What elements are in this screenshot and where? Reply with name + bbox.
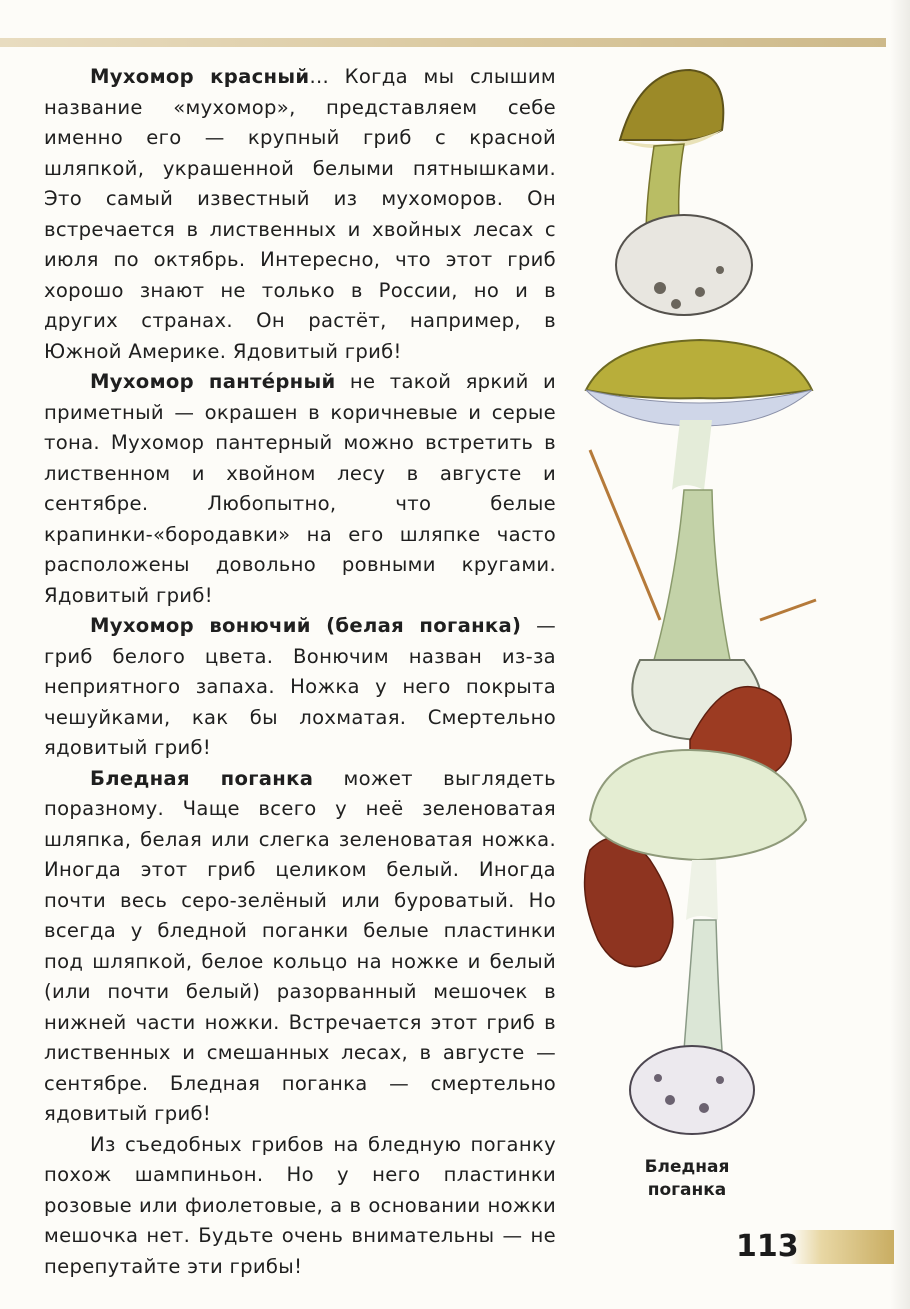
caption-line: Бледная xyxy=(644,1157,730,1177)
paragraph-panther-amanita xyxy=(44,367,556,611)
illustration-caption xyxy=(612,1156,762,1202)
term-death-cap: Бледная поганка xyxy=(90,766,314,790)
mushroom-illustration xyxy=(580,60,820,1150)
page-number-band xyxy=(790,1230,894,1264)
paragraph-text: ... Когда мы слышим название «мухомор», представляем себе именно его — крупный гриб с красной шляпкой, украшенной белыми пятнышками. Это самый известный из мухоморов. Он встречается в лиственных и хвойных лесах с июля по октябрь. Интересно, что этот гриб хорошо знают не только в России, но и в других странах. Он растёт, например, в Южной Америке. Ядовитый гриб! xyxy=(44,65,556,363)
paragraph-text: может выглядеть поразному. Чаще всего у неё зеленоватая шляпка, белая или слегка зеленоватая ножка. Иногда этот гриб целиком белый. Иногда почти весь серо-зелёный или буроватый. Но всегда у бледной поганки белые пластинки под шляпкой, белое кольцо на ножке и белый (или почти белый) разорванный мешочек в нижней части ножки. Встречается этот гриб в лиственных и смешанных лесах, в августе — сентябре. Бледная поганка — смертельно ядовитый гриб! xyxy=(44,766,556,1125)
term-stinking-amanita: Мухомор вонючий (белая поганка) xyxy=(90,614,522,637)
paragraph-stinking-amanita xyxy=(44,611,556,764)
paragraph-champignon xyxy=(44,1130,556,1283)
page-edge xyxy=(890,0,910,1309)
paragraph-death-cap xyxy=(44,764,556,1130)
term-panther-amanita: Мухомор пантéрный xyxy=(90,370,336,393)
paragraph-text: Из съедобных грибов на бледную поганку похож шампиньон. Но у него пластинки розовые или фиолетовые, а в основании ножки мешочка нет. Будьте очень внимательны — не перепутайте эти грибы! xyxy=(44,1132,556,1278)
paragraph-text: — гриб белого цвета. Вонючим назван из-за неприятного запаха. Ножка у него покрыта чешуйками, как бы лохматая. Смертельно ядовитый гриб! xyxy=(44,614,556,759)
young-mushroom-icon xyxy=(616,70,752,315)
caption-line: поганка xyxy=(647,1180,727,1200)
top-rule xyxy=(0,38,886,47)
term-red-amanita: Мухомор красный xyxy=(90,65,310,88)
paragraph-red-amanita xyxy=(44,62,556,367)
paragraph-text: не такой яркий и приметный — окрашен в коричневые и серые тона. Мухомор пантерный можно встретить в лиственном и хвойном лесу в августе и сентябре. Любопытно, что белые крапинки-«бородавки» на его шляпке часто расположены довольно ровными кругами. Ядовитый гриб! xyxy=(44,370,556,607)
death-cap-icon xyxy=(586,340,816,740)
body-text xyxy=(44,62,556,1282)
page-number: 113 xyxy=(736,1229,799,1264)
